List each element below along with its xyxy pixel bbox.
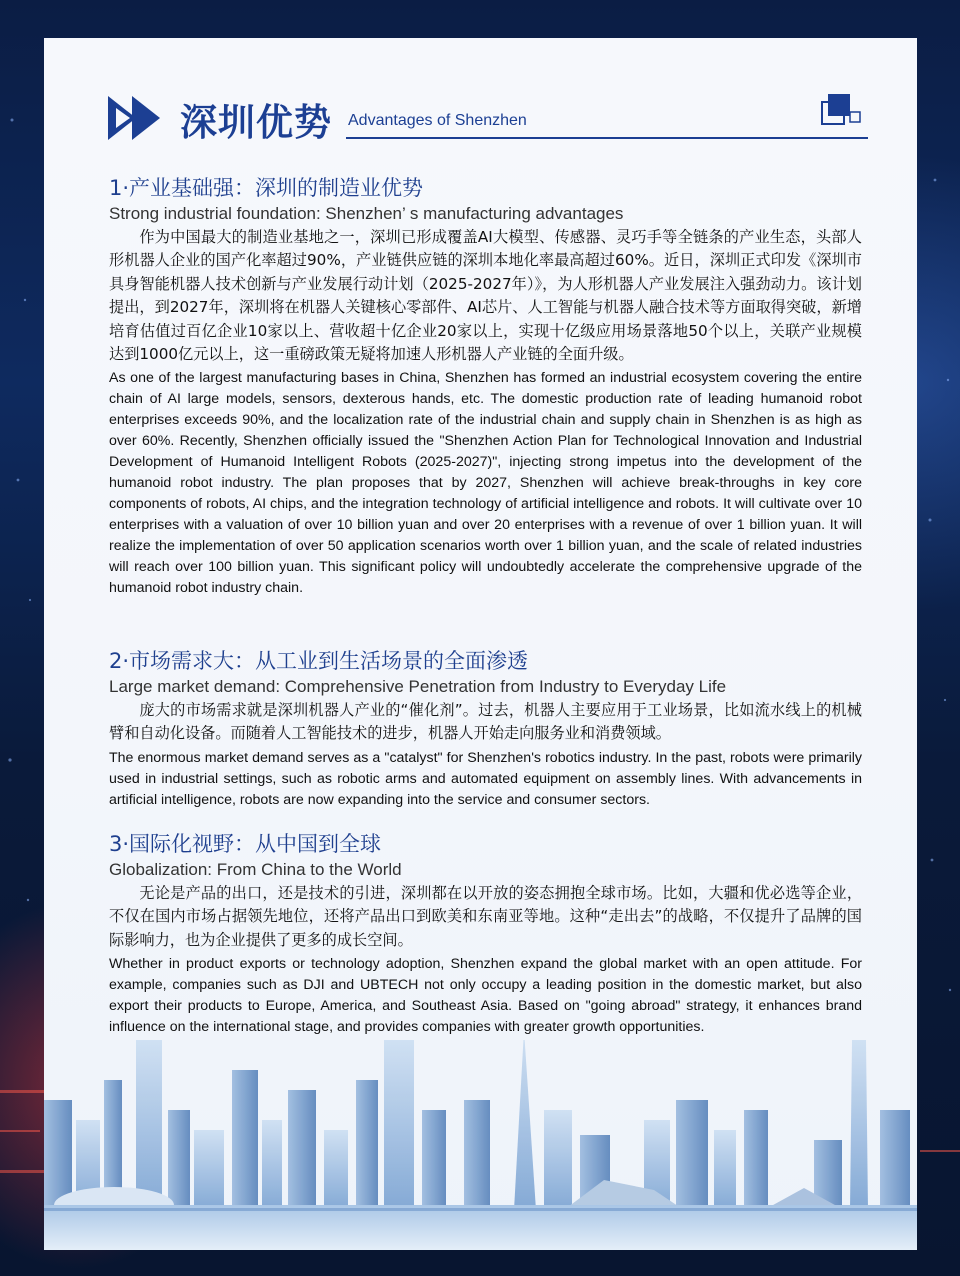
section-subtitle: Globalization: From China to the World — [109, 860, 402, 879]
section-manufacturing — [109, 172, 862, 598]
section-body-cn: 无论是产品的出口，还是技术的引进，深圳都在以开放的姿态拥抱全球市场。比如，大疆和优必选等企业，不仅在国内市场占据领先地位，还将产品出口到欧美和东南亚等地。这种“走出去”的战略，不仅提升了品牌的国际影响力，也为企业提供了更多的成长空间。 — [109, 884, 862, 949]
section-body-cn: 作为中国最大的制造业基地之一，深圳已形成覆盖AI大模型、传感器、灵巧手等全链条的产业生态，头部人形机器人企业的国产化率超过90%，产业链供应链的深圳本地化率最高超过60%。近日，深圳正式印发《深圳市具身智能机器人技术创新与产业发展行动计划（2025-2027年）》，为人形机器人产业发展注入强劲动力。该计划提出，到2027年，深圳将在机器人关键核心零部件、AI芯片、人工智能与机器人融合技术等方面取得突破，新增培育估值过百亿企业10家以上、营收超十亿企业20家以上，实现十亿级应用场景落地50个以上，关联产业规模达到1000亿元以上，这一重磅政策无疑将加速人形机器人产业链的全面升级。 — [109, 228, 862, 364]
section-body-en: The enormous market demand serves as a "catalyst" for Shenzhen's robotics industry. In the past, robots were primarily used in industrial settings, such as robotic arms and automated equipment on assembly lines. With advancements in artificial intelligence, robots are now expanding into the service and consumer sectors. — [109, 749, 862, 808]
section-subtitle: Strong industrial foundation: Shenzhen’ s manufacturing advantages — [109, 204, 624, 223]
section-globalization — [109, 828, 862, 1038]
header-square-decoration — [800, 88, 910, 148]
page-title: 深圳优势 — [180, 101, 332, 144]
section-body-en: Whether in product exports or technology adoption, Shenzhen expand the global market with an open attitude. For example, companies such as DJI and UBTECH not only occupy a leading position in the domestic market, but also export their products to Europe, America, and Southeast Asia. Based on "going abroad" strategy, it enhances brand influence on the international stage, and provides companies with greater growth opportunities. — [109, 956, 862, 1035]
section-body-cn: 庞大的市场需求就是深圳机器人产业的“催化剂”。过去，机器人主要应用于工业场景，比如流水线上的机械臂和自动化设备。而随着人工智能技术的进步，机器人开始走向服务业和消费领域。 — [109, 701, 862, 743]
section-title: 1·产业基础强：深圳的制造业优势 — [109, 176, 424, 200]
section-body-en: As one of the largest manufacturing bases in China, Shenzhen has formed an industrial ecosystem covering the entire chain of AI large models, sensors, dexterous hands, etc. The domestic production rate of leading humanoid robot enterprises exceeds 90%, and the localization rate of the industrial chain and supply chain in Shenzhen is as high as over 60%. Recently, Shenzhen officially issued the "Shenzhen Action Plan for Technological Innovation and Industrial Development of Humanoid Intelligent Robots (2025-2027)", injecting strong impetus into the development of the humanoid robot industry. The plan proposes that by 2027, Shenzhen will achieve break-throughs in key core components of robots, AI chips, and the integration technology of artificial intelligence and robots. It will cultivate over 10 enterprises with a valuation of over 10 billion yuan and over 20 enterprises with a revenue of over 1 billion yuan. It will realize the implementation of over 50 application scenarios worth over 1 billion yuan, and the scale of related industries will reach over 100 billion yuan. This significant policy will undoubtedly accelerate the comprehensive upgrade of the humanoid robot industry chain. — [109, 370, 862, 596]
page-header — [108, 92, 868, 152]
section-title: 2·市场需求大：从工业到生活场景的全面渗透 — [109, 649, 529, 673]
header-underline — [346, 137, 868, 139]
section-market-demand — [109, 645, 862, 811]
section-title: 3·国际化视野：从中国到全球 — [109, 832, 382, 856]
page-subtitle: Advantages of Shenzhen — [348, 112, 527, 129]
city-skyline-illustration — [44, 1040, 917, 1250]
double-arrow-icon — [108, 96, 170, 140]
section-subtitle: Large market demand: Comprehensive Penetration from Industry to Everyday Life — [109, 677, 727, 696]
